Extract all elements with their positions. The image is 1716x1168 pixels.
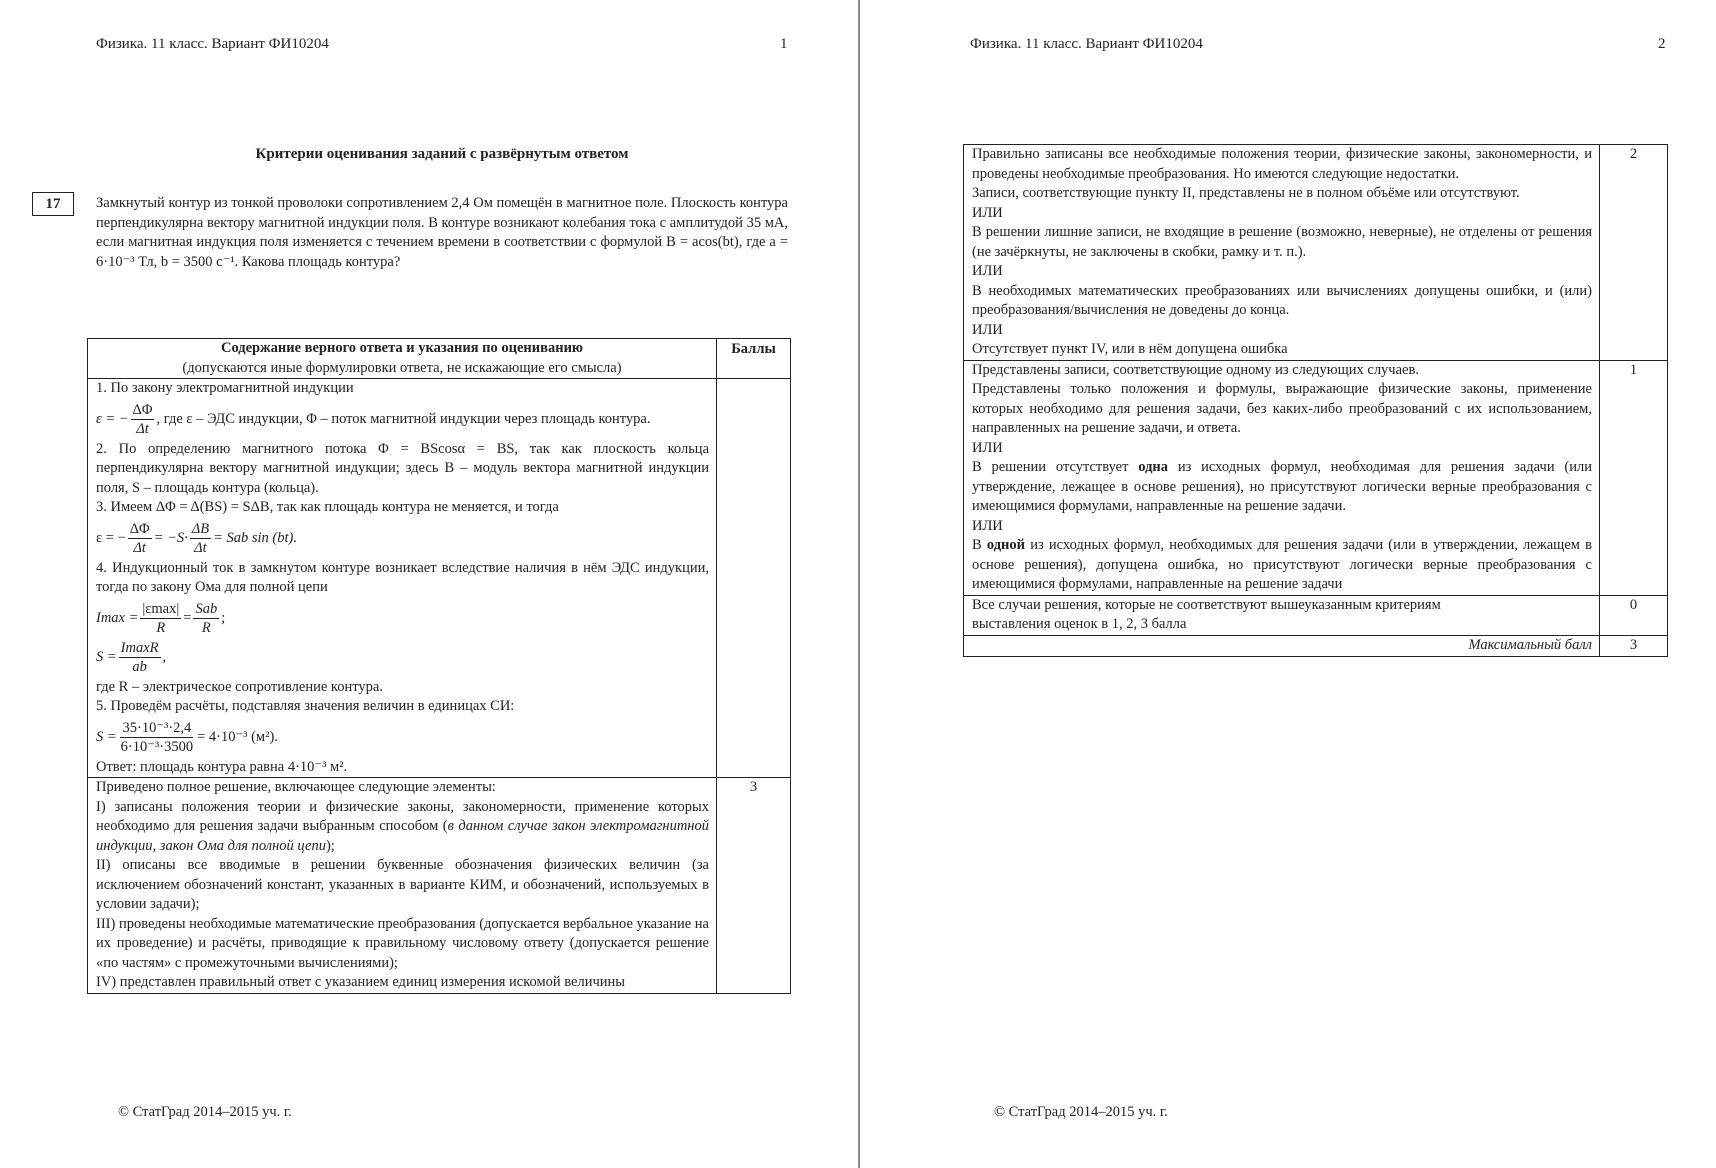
criteria-3-score: 3 [717, 778, 791, 994]
formula-4b-frac [119, 639, 161, 676]
formula-5 [96, 719, 709, 756]
criteria-2-para-5: Отсутствует пункт IV, или в нём допущена ошибка [972, 341, 1288, 357]
formula-4a-num-1: |εmax| [142, 600, 180, 617]
solution-cell [88, 379, 717, 778]
solution-row [88, 379, 791, 778]
criteria-table [87, 338, 791, 994]
criteria-2-para-2: Записи, соответствующие пункту II, представлены не в полном объёме или отсутствуют. [972, 185, 1520, 201]
criteria-2-para-1: Правильно записаны все необходимые положения теории, физические законы, закономерности, и проведены необходимые преобразования. Но имеются следующие недостатки. [972, 146, 1592, 182]
criteria-2-or-3: ИЛИ [972, 321, 1003, 338]
formula-5-rhs: = 4·10⁻³ (м²). [197, 728, 278, 745]
formula-3-den-2: Δt [194, 539, 207, 556]
criteria-1-or-1: ИЛИ [972, 439, 1003, 456]
criteria-1-para-4-b: из исходных формул, необходимых для решения задачи (или в утверждении, лежащем в основе решения), допущена ошибка, но присутствуют логически верные преобразования с имеющимися формулами, направленные на решение задачи [972, 537, 1592, 592]
formula-4b-end: , [162, 648, 167, 665]
formula-4a-frac-1 [140, 600, 181, 637]
criteria-1-para-1: Представлены записи, соответствующие одному из следующих случаев. [972, 361, 1419, 378]
criteria-1-para-4 [972, 536, 1592, 595]
criteria-1-or-2: ИЛИ [972, 517, 1003, 534]
criteria-1-para-2: Представлены только положения и формулы, выражающие физические законы, применение которых необходимо для решения задачи, без каких-либо преобразований с их использованием, направленных на решение задачи, и ответа. [972, 381, 1592, 436]
criteria-3-item-1-end: ); [325, 837, 335, 854]
formula-5-den: 6·10⁻³·3500 [120, 738, 194, 755]
formula-1-lhs: ε = − [96, 410, 129, 427]
formula-4a [96, 600, 709, 637]
criteria-0-text: Все случаи решения, которые не соответствуют вышеуказанным критериям выставления оценок в 1, 2, 3 балла [972, 596, 1441, 632]
formula-1-frac [131, 401, 155, 438]
page-header: Физика. 11 класс. Вариант ФИ10204 [970, 36, 1203, 52]
criteria-3-item-1 [96, 798, 709, 857]
criteria-0-cell [964, 595, 1600, 635]
task-number-box: 17 [32, 192, 74, 216]
criteria-row-0 [964, 595, 1668, 635]
formula-4a-end: ; [221, 609, 226, 626]
page-footer: © СтатГрад 2014–2015 уч. г. [994, 1104, 1168, 1120]
page-header: Физика. 11 класс. Вариант ФИ10204 [96, 36, 329, 52]
formula-1-den: Δt [136, 420, 149, 437]
criteria-2-para-3: В решении лишние записи, не входящие в решение (возможно, неверные), не отделены от решения (не зачёркнуты, не заключены в скобки, рамку и т. п.). [972, 224, 1592, 260]
criteria-2-cell [964, 145, 1600, 361]
formula-3-a: ε = − [96, 529, 126, 546]
criteria-1-para-4-bold: одной [986, 537, 1025, 553]
solution-step-1: 1. По закону электромагнитной индукции [96, 380, 354, 396]
criteria-1-para-3-bold: одна [1138, 459, 1169, 475]
criteria-1-score: 1 [1600, 360, 1668, 595]
solution-step-3: 3. Имеем ΔΦ = Δ(BS) = SΔB, так как площадь контура не меняется, и тогда [96, 499, 559, 515]
formula-4a-lhs: Imax = [96, 609, 139, 626]
formula-3-num-1: ΔΦ [129, 520, 150, 537]
formula-5-frac [119, 719, 195, 756]
table-header-row [88, 339, 791, 379]
criteria-1-cell [964, 360, 1600, 595]
criteria-row-1 [964, 360, 1668, 595]
max-score-value: 3 [1600, 635, 1668, 657]
criteria-3-item-1-text: I) записаны положения теории и физические законы, закономерности, применение которых необходимо для решения задачи выбранным способом ( [96, 798, 709, 834]
criteria-3-item-2: II) описаны все вводимые в решении буквенные обозначения физических величин (за исключением обозначений констант, указанных в варианте КИМ, и обозначений, используемых в условии задачи); [96, 857, 709, 912]
header-note: (допускаются иные формулировки ответа, не искажающие его смысла) [182, 359, 622, 376]
formula-3-frac-2 [190, 520, 211, 557]
formula-5-num: 35·10⁻³·2,4 [122, 719, 192, 736]
max-score-label: Максимальный балл [964, 635, 1600, 657]
criteria-2-or-1: ИЛИ [972, 204, 1003, 221]
criteria-1-para-3 [972, 458, 1592, 517]
formula-1 [96, 401, 709, 438]
formula-4a-eq: = [183, 609, 192, 626]
page-number: 1 [780, 36, 788, 52]
where-r-text: где R – электрическое сопротивление контура. [96, 678, 383, 695]
criteria-3-intro: Приведено полное решение, включающее следующие элементы: [96, 779, 496, 795]
formula-4a-frac-2 [193, 600, 219, 637]
criteria-3-item-3: III) проведены необходимые математические преобразования (допускается вербальное указание на их проведение) и расчёты, приводящие к правильному числовому ответу (допускается решение «по частям» с промежуточными вычислениями); [96, 915, 709, 971]
formula-4a-num-2: Sab [195, 600, 218, 617]
page-number: 2 [1658, 36, 1666, 52]
header-title: Содержание верного ответа и указания по оцениванию [220, 340, 584, 356]
criteria-3-item-4: IV) представлен правильный ответ с указанием единиц измерения искомой величины [96, 974, 626, 990]
criteria-1-para-3-a: В решении отсутствует [972, 459, 1139, 475]
page-title: Критерии оценивания заданий с развёрнутым ответом [255, 146, 629, 162]
page-footer: © СтатГрад 2014–2015 уч. г. [118, 1104, 292, 1120]
solution-step-4: 4. Индукционный ток в замкнутом контуре возникает вследствие наличия в нём ЭДС индукции, тогда по закону Ома для полной цепи [96, 559, 709, 595]
solution-score-cell [717, 379, 791, 778]
criteria-2-para-4: В необходимых математических преобразованиях или вычислениях допущены ошибки, и (или) преобразования/вычисления не доведены до конца. [972, 282, 1592, 318]
formula-3-b: = −S· [153, 529, 188, 546]
solution-step-5: 5. Проведём расчёты, подставляя значения величин в единицах СИ: [96, 698, 515, 714]
criteria-1-para-4-a: В [972, 537, 987, 553]
criteria-3-item-1-italic: в данном случае закон электромагнитной индукции, закон Ома для полной цепи [96, 818, 709, 854]
criteria-0-score: 0 [1600, 595, 1668, 635]
formula-3-den-1: Δt [133, 539, 146, 556]
solution-answer: Ответ: площадь контура равна 4·10⁻³ м². [96, 758, 348, 775]
task-text: Замкнутый контур из тонкой проволоки сопротивлением 2,4 Ом помещён в магнитное поле. Плоскость контура перпендикулярна вектору магнитной индукции поля. В контуре возникают колебания тока с амплитудой 35 мА, если магнитная индукция поля изменяется с течением времени в соответствии с формулой B = acos(bt), где a = 6·10⁻³ Тл, b = 3500 с⁻¹. Какова площадь контура? [96, 195, 788, 270]
formula-4b [96, 639, 709, 676]
formula-4b-den: ab [132, 658, 147, 675]
formula-1-num: ΔΦ [132, 401, 153, 418]
formula-4a-den-1: R [156, 619, 166, 636]
formula-5-lhs: S = [96, 728, 117, 745]
criteria-2-score: 2 [1600, 145, 1668, 361]
formula-4b-num: ImaxR [120, 639, 159, 656]
table-header-content [88, 339, 717, 379]
formula-1-text: , где ε – ЭДС индукции, Φ – поток магнитной индукции через площадь контура. [156, 410, 651, 427]
formula-3-c: = Sab sin (bt). [213, 529, 297, 546]
solution-step-2: 2. По определению магнитного потока Φ = BScosα = BS, так как плоскость кольца перпендикулярна вектору магнитной индукции; здесь B – модуль вектора магнитной индукции поля, S – площадь контура (кольца). [96, 440, 709, 496]
criteria-1-para-3-b: из исходных формул, необходимая для решения задачи (или утверждение, лежащее в основе решения), но присутствуют логически верные преобразования с имеющимися формулами, направленные на решение задачи. [972, 459, 1592, 514]
criteria-row-3 [88, 778, 791, 994]
formula-4b-lhs: S = [96, 648, 117, 665]
formula-3-num-2: ΔB [191, 520, 210, 537]
criteria-3-cell [88, 778, 717, 994]
formula-3-frac-1 [128, 520, 152, 557]
formula-4a-den-2: R [201, 619, 211, 636]
criteria-2-or-2: ИЛИ [972, 263, 1003, 279]
criteria-table-continued [963, 144, 1668, 657]
max-score-row [964, 635, 1668, 657]
right-page [860, 0, 1716, 1168]
table-header-score: Баллы [717, 339, 791, 379]
formula-3 [96, 520, 709, 557]
criteria-row-2 [964, 145, 1668, 361]
